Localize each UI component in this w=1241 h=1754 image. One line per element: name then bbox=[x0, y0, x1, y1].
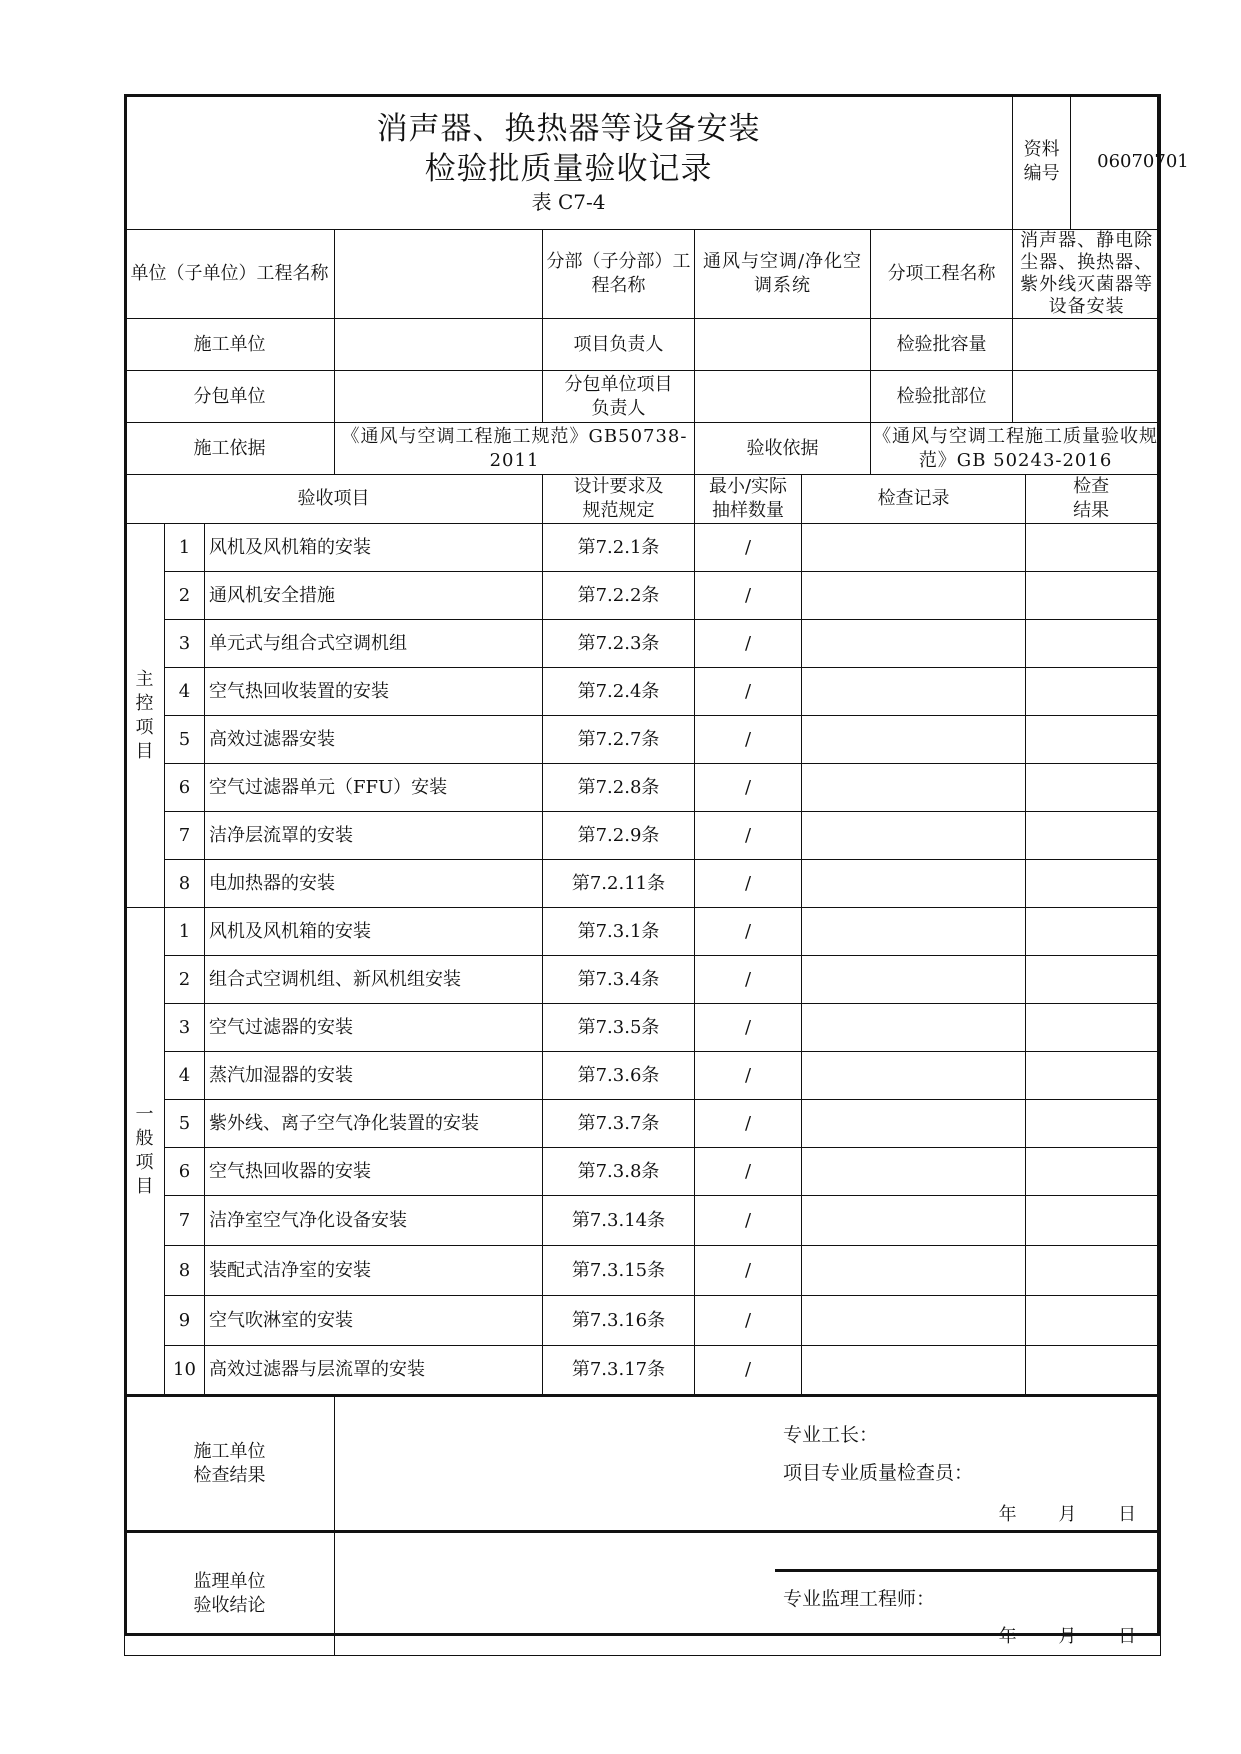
table-row bbox=[125, 1196, 1161, 1246]
item-result[interactable] bbox=[1026, 1100, 1161, 1148]
item-result[interactable] bbox=[1026, 716, 1161, 764]
accept-basis-label: 验收依据 bbox=[695, 423, 871, 475]
item-sample[interactable]: / bbox=[695, 524, 802, 572]
item-sample[interactable]: / bbox=[695, 1346, 802, 1396]
item-sample[interactable]: / bbox=[695, 620, 802, 668]
item-name: 洁净层流罩的安装 bbox=[205, 812, 543, 860]
subitem-value[interactable]: 消声器、静电除尘器、换热器、紫外线灭菌器等设备安装 bbox=[1013, 230, 1161, 319]
table-row bbox=[125, 1346, 1161, 1396]
item-result[interactable] bbox=[1026, 572, 1161, 620]
item-no: 7 bbox=[165, 1196, 205, 1246]
item-record[interactable] bbox=[802, 956, 1026, 1004]
item-clause: 第7.3.15条 bbox=[543, 1246, 695, 1296]
table-row bbox=[125, 764, 1161, 812]
unit-label: 单位（子单位）工程名称 bbox=[125, 230, 335, 319]
acceptance-form bbox=[124, 94, 1189, 1647]
item-name: 高效过滤器与层流罩的安装 bbox=[205, 1346, 543, 1396]
form-title-line1: 消声器、换热器等设备安装 bbox=[376, 111, 761, 147]
item-result[interactable] bbox=[1026, 1052, 1161, 1100]
item-clause: 第7.3.7条 bbox=[543, 1100, 695, 1148]
col-result: 检查结果 bbox=[1026, 475, 1161, 524]
item-name: 高效过滤器安装 bbox=[205, 716, 543, 764]
contractor-label: 施工单位 bbox=[125, 319, 335, 371]
table-row bbox=[125, 620, 1161, 668]
form-title bbox=[125, 95, 1013, 230]
item-name: 洁净室空气净化设备安装 bbox=[205, 1196, 543, 1246]
item-sample[interactable]: / bbox=[695, 1148, 802, 1196]
item-no: 3 bbox=[165, 620, 205, 668]
basis-label: 施工依据 bbox=[125, 423, 335, 475]
item-name: 单元式与组合式空调机组 bbox=[205, 620, 543, 668]
item-name: 装配式洁净室的安装 bbox=[205, 1246, 543, 1296]
project-manager-label: 项目负责人 bbox=[543, 319, 695, 371]
item-no: 8 bbox=[165, 860, 205, 908]
sub-pm-label: 分包单位项目负责人 bbox=[543, 371, 695, 423]
item-sample[interactable]: / bbox=[695, 1052, 802, 1100]
subitem-label: 分项工程名称 bbox=[871, 230, 1013, 319]
subcontractor-value[interactable] bbox=[335, 371, 543, 423]
item-result[interactable] bbox=[1026, 1296, 1161, 1346]
item-no: 6 bbox=[165, 1148, 205, 1196]
item-sample[interactable]: / bbox=[695, 1004, 802, 1052]
unit-value[interactable] bbox=[335, 230, 543, 319]
item-result[interactable] bbox=[1026, 668, 1161, 716]
col-record: 检查记录 bbox=[802, 475, 1026, 524]
item-sample[interactable]: / bbox=[695, 764, 802, 812]
item-result[interactable] bbox=[1026, 1148, 1161, 1196]
item-record[interactable] bbox=[802, 620, 1026, 668]
item-clause: 第7.2.1条 bbox=[543, 524, 695, 572]
item-clause: 第7.2.2条 bbox=[543, 572, 695, 620]
item-name: 风机及风机箱的安装 bbox=[205, 908, 543, 956]
table-row bbox=[125, 812, 1161, 860]
item-no: 7 bbox=[165, 812, 205, 860]
item-clause: 第7.3.4条 bbox=[543, 956, 695, 1004]
item-result[interactable] bbox=[1026, 1246, 1161, 1296]
item-clause: 第7.3.6条 bbox=[543, 1052, 695, 1100]
item-no: 8 bbox=[165, 1246, 205, 1296]
item-name: 空气热回收装置的安装 bbox=[205, 668, 543, 716]
item-no: 9 bbox=[165, 1296, 205, 1346]
division-value[interactable]: 通风与空调/净化空调系统 bbox=[695, 230, 871, 319]
accept-basis-value[interactable]: 《通风与空调工程施工质量验收规范》GB 50243-2016 bbox=[871, 423, 1161, 475]
table-row bbox=[125, 956, 1161, 1004]
item-sample[interactable]: / bbox=[695, 812, 802, 860]
table-number: 表 C7-4 bbox=[531, 190, 606, 214]
table-row bbox=[125, 1004, 1161, 1052]
item-clause: 第7.3.16条 bbox=[543, 1296, 695, 1346]
item-clause: 第7.2.4条 bbox=[543, 668, 695, 716]
table-row bbox=[125, 1052, 1161, 1100]
foreman-label: 专业工长： bbox=[783, 1424, 879, 1446]
item-record[interactable] bbox=[802, 1004, 1026, 1052]
item-sample[interactable]: / bbox=[695, 1296, 802, 1346]
item-record[interactable] bbox=[802, 1100, 1026, 1148]
form-title-line2: 检验批质量验收记录 bbox=[424, 151, 713, 187]
item-clause: 第7.3.8条 bbox=[543, 1148, 695, 1196]
table-row bbox=[125, 716, 1161, 764]
item-record[interactable] bbox=[802, 524, 1026, 572]
item-no: 1 bbox=[165, 524, 205, 572]
item-result[interactable] bbox=[1026, 860, 1161, 908]
item-record[interactable] bbox=[802, 1296, 1026, 1346]
capacity-label: 检验批容量 bbox=[871, 319, 1013, 371]
item-sample[interactable]: / bbox=[695, 956, 802, 1004]
item-record[interactable] bbox=[802, 860, 1026, 908]
table-row bbox=[125, 668, 1161, 716]
subcontractor-label: 分包单位 bbox=[125, 371, 335, 423]
item-record[interactable] bbox=[802, 764, 1026, 812]
table-row bbox=[125, 1296, 1161, 1346]
location-label: 检验批部位 bbox=[871, 371, 1013, 423]
item-no: 5 bbox=[165, 1100, 205, 1148]
item-result[interactable] bbox=[1026, 620, 1161, 668]
form-table bbox=[124, 94, 1189, 1656]
table-row bbox=[125, 524, 1161, 572]
table-row bbox=[125, 572, 1161, 620]
item-record[interactable] bbox=[802, 1052, 1026, 1100]
item-sample[interactable]: / bbox=[695, 668, 802, 716]
item-record[interactable] bbox=[802, 716, 1026, 764]
general-label: 一 般 项 目 bbox=[125, 908, 165, 1396]
item-no: 4 bbox=[165, 668, 205, 716]
item-record[interactable] bbox=[802, 1246, 1026, 1296]
doc-no-label: 资料编号 bbox=[1013, 95, 1071, 230]
item-record[interactable] bbox=[802, 668, 1026, 716]
item-no: 1 bbox=[165, 908, 205, 956]
item-name: 空气热回收器的安装 bbox=[205, 1148, 543, 1196]
item-sample[interactable]: / bbox=[695, 860, 802, 908]
item-no: 2 bbox=[165, 572, 205, 620]
project-manager-value[interactable] bbox=[695, 319, 871, 371]
table-row bbox=[125, 908, 1161, 956]
item-name: 组合式空调机组、新风机组安装 bbox=[205, 956, 543, 1004]
item-sample[interactable]: / bbox=[695, 1100, 802, 1148]
item-clause: 第7.2.9条 bbox=[543, 812, 695, 860]
sub-pm-value[interactable] bbox=[695, 371, 871, 423]
col-item: 验收项目 bbox=[125, 475, 543, 524]
item-result[interactable] bbox=[1026, 908, 1161, 956]
item-result[interactable] bbox=[1026, 956, 1161, 1004]
capacity-value[interactable] bbox=[1013, 319, 1161, 371]
supervisor-result-area[interactable] bbox=[335, 1532, 1161, 1656]
item-result[interactable] bbox=[1026, 1004, 1161, 1052]
supervisor-date-label: 年 月 日 bbox=[998, 1626, 1155, 1647]
item-no: 4 bbox=[165, 1052, 205, 1100]
item-name: 空气过滤器的安装 bbox=[205, 1004, 543, 1052]
item-record[interactable] bbox=[802, 1196, 1026, 1246]
inspector-label: 项目专业质量检查员： bbox=[783, 1462, 974, 1484]
item-name: 空气吹淋室的安装 bbox=[205, 1296, 543, 1346]
item-clause: 第7.3.14条 bbox=[543, 1196, 695, 1246]
table-row bbox=[125, 860, 1161, 908]
item-no: 3 bbox=[165, 1004, 205, 1052]
table-row bbox=[125, 1148, 1161, 1196]
col-design: 设计要求及规范规定 bbox=[543, 475, 695, 524]
item-result[interactable] bbox=[1026, 1346, 1161, 1396]
item-no: 6 bbox=[165, 764, 205, 812]
item-clause: 第7.2.8条 bbox=[543, 764, 695, 812]
item-name: 风机及风机箱的安装 bbox=[205, 524, 543, 572]
item-clause: 第7.2.11条 bbox=[543, 860, 695, 908]
item-clause: 第7.2.3条 bbox=[543, 620, 695, 668]
main-control-label: 主 控 项 目 bbox=[125, 524, 165, 908]
item-record[interactable] bbox=[802, 1148, 1026, 1196]
item-name: 紫外线、离子空气净化装置的安装 bbox=[205, 1100, 543, 1148]
item-result[interactable] bbox=[1026, 1196, 1161, 1246]
doc-no-value: 06070701 bbox=[1071, 95, 1161, 230]
item-name: 空气过滤器单元（FFU）安装 bbox=[205, 764, 543, 812]
item-sample[interactable]: / bbox=[695, 716, 802, 764]
item-result[interactable] bbox=[1026, 764, 1161, 812]
item-result[interactable] bbox=[1026, 524, 1161, 572]
col-sample: 最小/实际抽样数量 bbox=[695, 475, 802, 524]
supervisor-result-label: 监理单位验收结论 bbox=[125, 1532, 335, 1656]
table-row bbox=[125, 1246, 1161, 1296]
item-name: 蒸汽加湿器的安装 bbox=[205, 1052, 543, 1100]
item-result[interactable] bbox=[1026, 812, 1161, 860]
item-sample[interactable]: / bbox=[695, 1196, 802, 1246]
contractor-result-area[interactable] bbox=[335, 1396, 1161, 1532]
item-name: 电加热器的安装 bbox=[205, 860, 543, 908]
table-row bbox=[125, 1100, 1161, 1148]
location-value[interactable] bbox=[1013, 371, 1161, 423]
item-no: 10 bbox=[165, 1346, 205, 1396]
divider bbox=[775, 1569, 1160, 1572]
item-clause: 第7.3.1条 bbox=[543, 908, 695, 956]
contractor-result-label: 施工单位检查结果 bbox=[125, 1396, 335, 1532]
item-clause: 第7.3.5条 bbox=[543, 1004, 695, 1052]
item-no: 2 bbox=[165, 956, 205, 1004]
item-name: 通风机安全措施 bbox=[205, 572, 543, 620]
contractor-value[interactable] bbox=[335, 319, 543, 371]
item-sample[interactable]: / bbox=[695, 572, 802, 620]
basis-value[interactable]: 《通风与空调工程施工规范》GB50738-2011 bbox=[335, 423, 695, 475]
item-record[interactable] bbox=[802, 908, 1026, 956]
item-no: 5 bbox=[165, 716, 205, 764]
item-record[interactable] bbox=[802, 572, 1026, 620]
item-record[interactable] bbox=[802, 1346, 1026, 1396]
contractor-date-label: 年 月 日 bbox=[998, 1504, 1155, 1525]
item-sample[interactable]: / bbox=[695, 908, 802, 956]
item-sample[interactable]: / bbox=[695, 1246, 802, 1296]
item-record[interactable] bbox=[802, 812, 1026, 860]
engineer-label: 专业监理工程师： bbox=[783, 1588, 936, 1610]
division-label: 分部（子分部）工程名称 bbox=[543, 230, 695, 319]
item-clause: 第7.3.17条 bbox=[543, 1346, 695, 1396]
item-clause: 第7.2.7条 bbox=[543, 716, 695, 764]
